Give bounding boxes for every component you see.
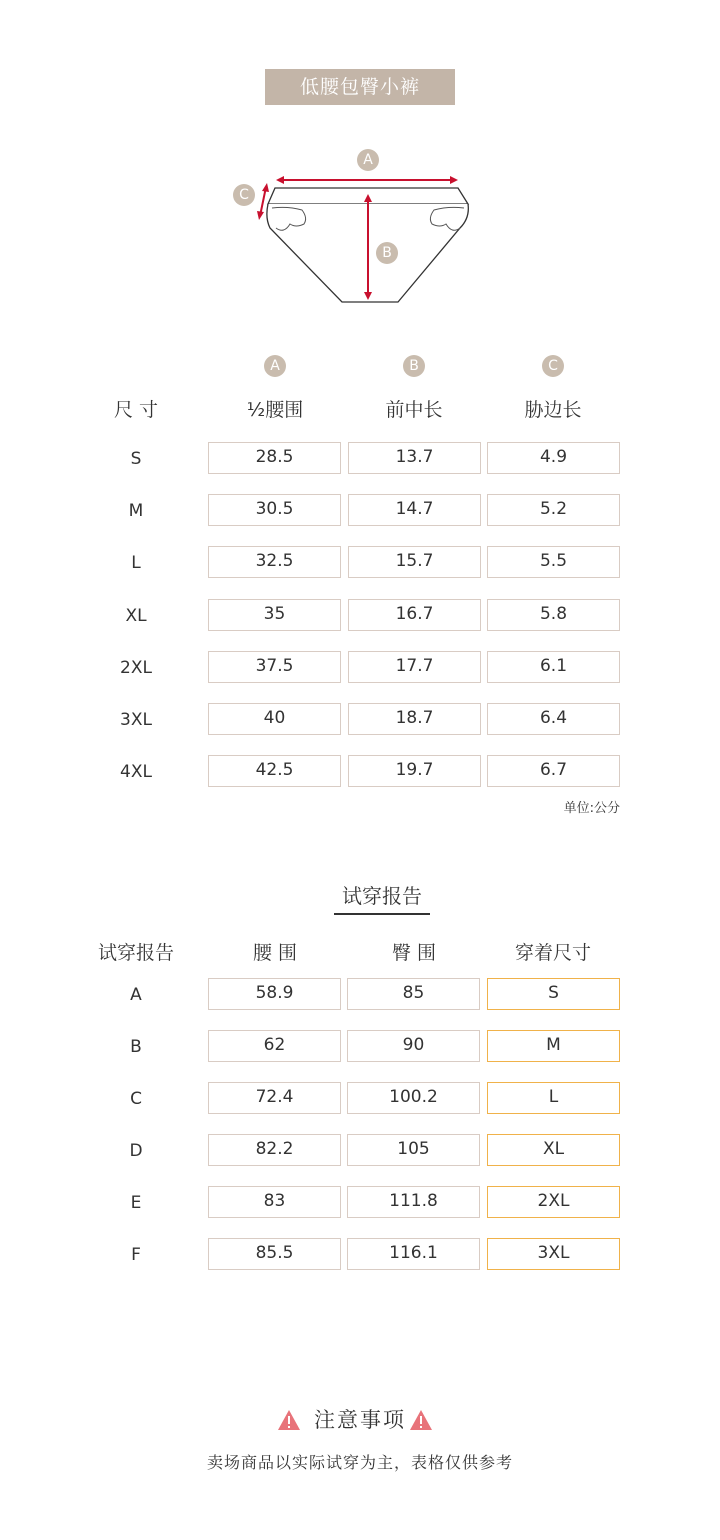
hip-cell: 116.1 <box>347 1238 480 1270</box>
worn-size-cell: 2XL <box>487 1186 620 1218</box>
waist-cell: 82.2 <box>208 1134 341 1166</box>
size-column-header: 尺 寸 <box>113 399 159 421</box>
worn-size-cell: L <box>487 1082 620 1114</box>
size-label: 4XL <box>120 762 152 782</box>
side-length-cell: 5.2 <box>487 494 620 526</box>
waist-cell: 58.9 <box>208 978 341 1010</box>
hip-cell: 100.2 <box>347 1082 480 1114</box>
model-label: D <box>129 1141 143 1161</box>
model-column-header: 试穿报告 <box>97 942 174 964</box>
waist-cell: 85.5 <box>208 1238 341 1270</box>
warning-icon <box>277 1409 301 1431</box>
half-waist-cell: 35 <box>208 599 341 631</box>
front-length-cell: 13.7 <box>348 442 481 474</box>
hip-column-header: 臀 围 <box>391 942 437 964</box>
model-label: B <box>130 1037 142 1057</box>
front-length-column-header: 前中长 <box>385 399 443 421</box>
notice-text: 卖场商品以实际试穿为主，表格仅供参考 <box>206 1453 513 1472</box>
worn-size-cell: M <box>487 1030 620 1062</box>
size-label: S <box>130 449 142 469</box>
front-length-cell: 15.7 <box>348 546 481 578</box>
side-length-column-header: 胁边长 <box>524 399 582 421</box>
waist-cell: 83 <box>208 1186 341 1218</box>
side-length-cell: 5.5 <box>487 546 620 578</box>
column-marker-c: C <box>542 355 564 377</box>
waist-cell: 62 <box>208 1030 341 1062</box>
front-length-cell: 18.7 <box>348 703 481 735</box>
size-label: L <box>131 553 141 573</box>
trial-report-title: 试穿报告 <box>334 880 430 915</box>
waist-cell: 72.4 <box>208 1082 341 1114</box>
unit-note: 单位:公分 <box>563 801 620 816</box>
hip-cell: 85 <box>347 978 480 1010</box>
hip-cell: 105 <box>347 1134 480 1166</box>
hip-cell: 90 <box>347 1030 480 1062</box>
hip-cell: 111.8 <box>347 1186 480 1218</box>
diagram-marker-b: B <box>376 242 398 264</box>
side-length-cell: 6.4 <box>487 703 620 735</box>
half-waist-column-header: ½腰围 <box>246 399 304 421</box>
column-marker-a: A <box>264 355 286 377</box>
column-marker-b: B <box>403 355 425 377</box>
half-waist-cell: 42.5 <box>208 755 341 787</box>
half-waist-cell: 28.5 <box>208 442 341 474</box>
product-title: 低腰包臀小裤 <box>265 69 455 105</box>
front-length-cell: 14.7 <box>348 494 481 526</box>
notice-heading <box>270 1405 450 1435</box>
front-length-cell: 16.7 <box>348 599 481 631</box>
worn-size-cell: XL <box>487 1134 620 1166</box>
model-label: F <box>131 1245 141 1265</box>
waist-column-header: 腰 围 <box>252 942 298 964</box>
notice-title-text: 注意事项 <box>314 1408 406 1432</box>
worn-size-cell: S <box>487 978 620 1010</box>
front-length-cell: 19.7 <box>348 755 481 787</box>
size-label: 2XL <box>120 658 152 678</box>
front-length-cell: 17.7 <box>348 651 481 683</box>
half-waist-cell: 32.5 <box>208 546 341 578</box>
model-label: A <box>130 985 142 1005</box>
size-label: XL <box>125 606 147 626</box>
size-label: 3XL <box>120 710 152 730</box>
worn-size-cell: 3XL <box>487 1238 620 1270</box>
side-length-cell: 5.8 <box>487 599 620 631</box>
half-waist-cell: 40 <box>208 703 341 735</box>
size-label: M <box>128 501 144 521</box>
model-label: C <box>130 1089 142 1109</box>
diagram-marker-a: A <box>357 149 379 171</box>
warning-icon <box>409 1409 433 1431</box>
side-length-cell: 6.1 <box>487 651 620 683</box>
model-label: E <box>130 1193 142 1213</box>
diagram-marker-c: C <box>233 184 255 206</box>
half-waist-cell: 37.5 <box>208 651 341 683</box>
side-length-cell: 4.9 <box>487 442 620 474</box>
half-waist-cell: 30.5 <box>208 494 341 526</box>
side-length-cell: 6.7 <box>487 755 620 787</box>
worn-size-column-header: 穿着尺寸 <box>514 942 591 964</box>
